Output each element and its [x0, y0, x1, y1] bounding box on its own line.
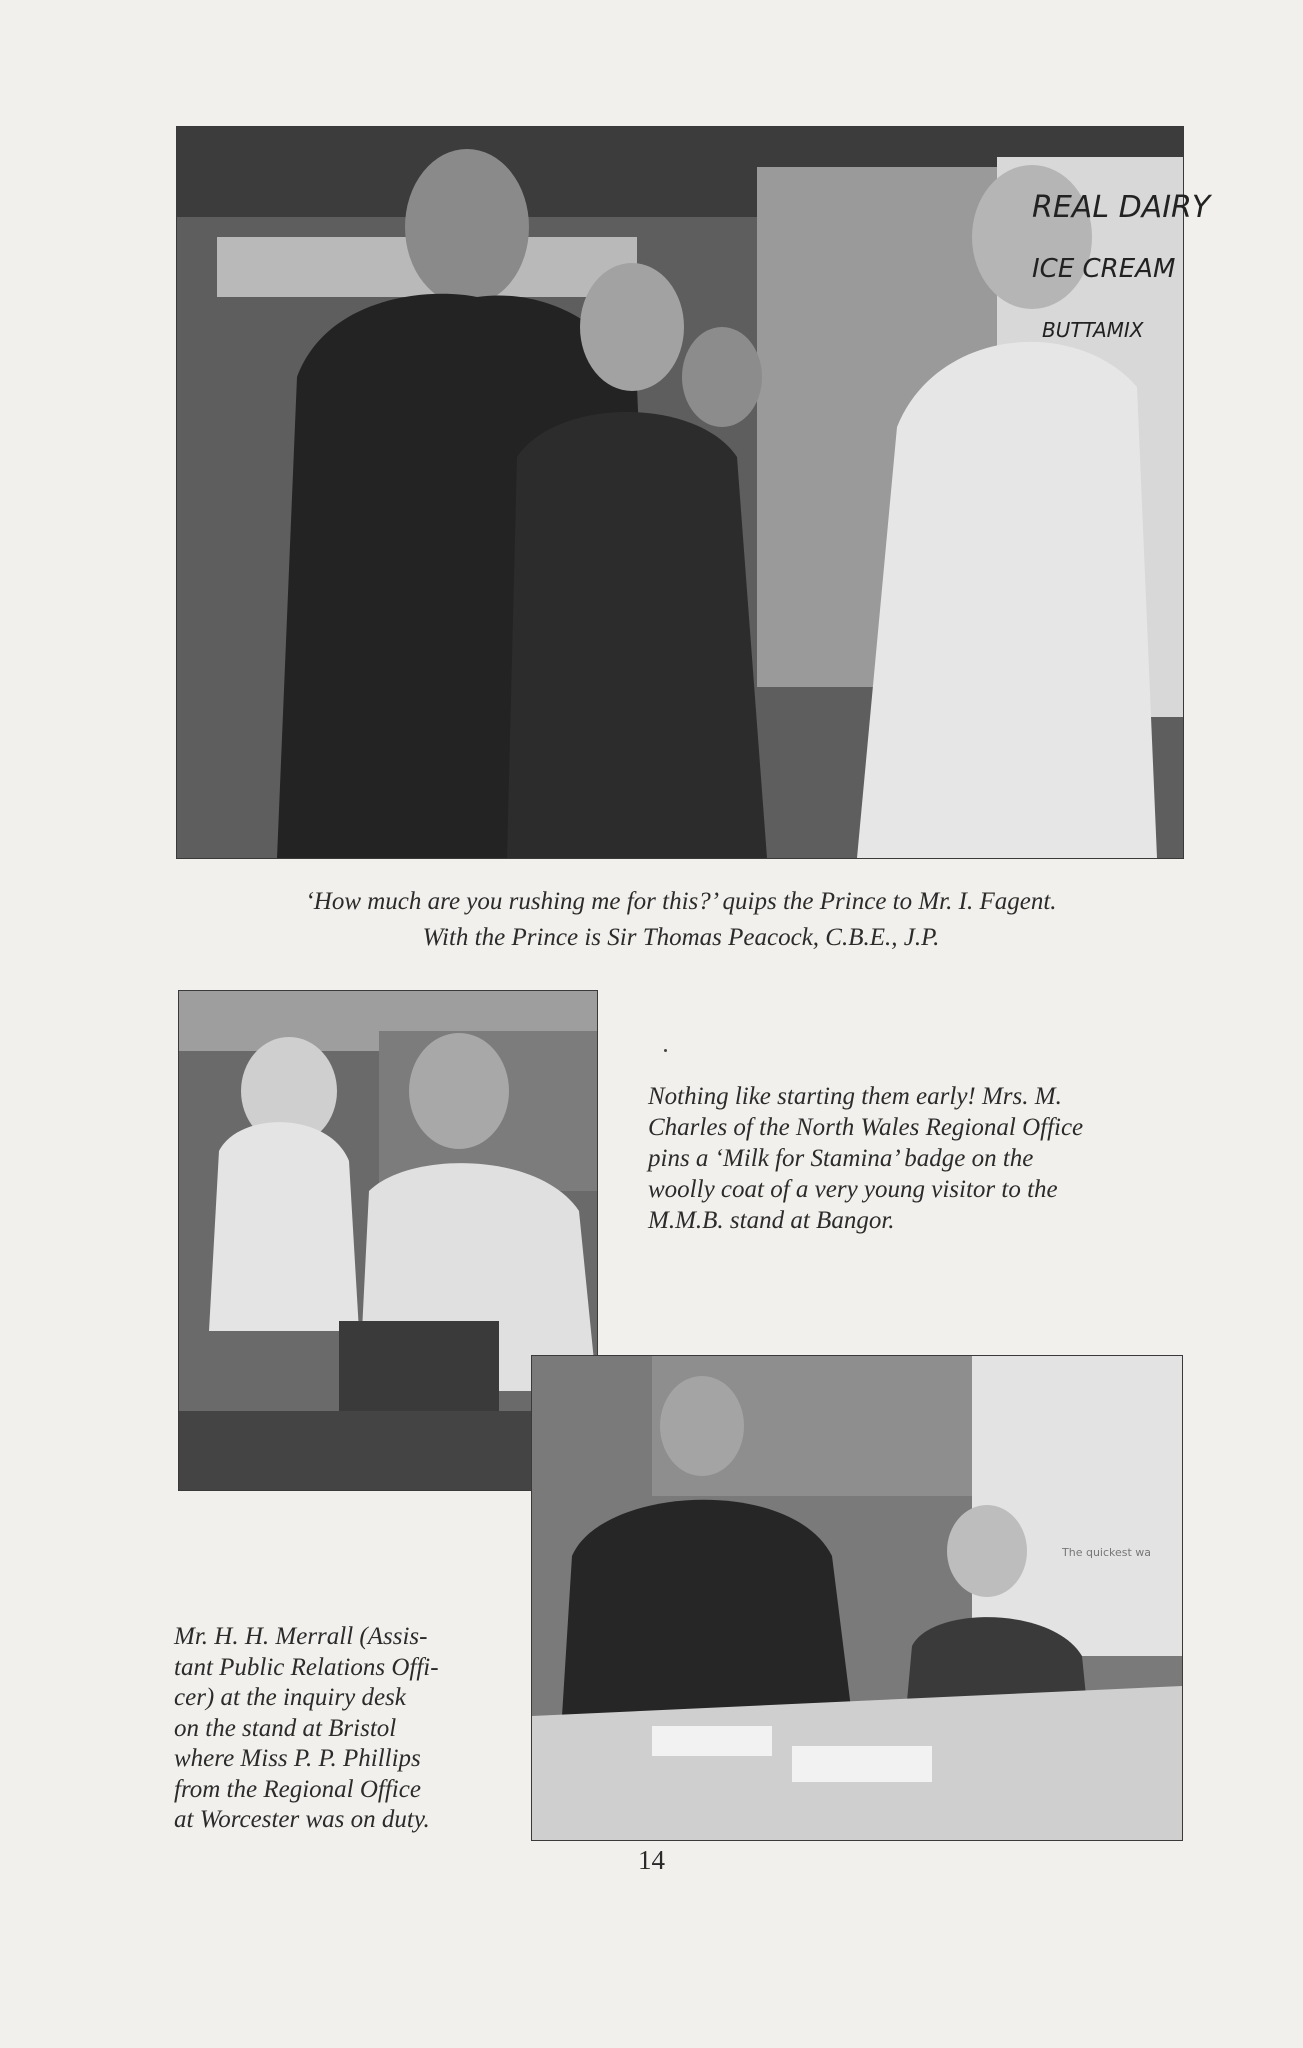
- caption-bottom-line: where Miss P. P. Phillips: [174, 1745, 421, 1772]
- caption-bottom-line: at Worcester was on duty.: [174, 1806, 430, 1833]
- caption-middle-line: M.M.B. stand at Bangor.: [648, 1207, 895, 1234]
- caption-top-line: ‘How much are you rushing me for this?’ quips the Prince to Mr. I. Fagent.: [305, 888, 1057, 915]
- sign-line-2: ICE CREAM: [1032, 254, 1176, 284]
- caption-top: [176, 884, 1186, 956]
- photo-prince-ice-cream-stand: [176, 126, 1211, 859]
- page-number: 14: [638, 1845, 665, 1875]
- caption-middle: [648, 1081, 1176, 1236]
- caption-middle-line: Charles of the North Wales Regional Office: [648, 1114, 1084, 1141]
- caption-middle-line: woolly coat of a very young visitor to the: [648, 1176, 1058, 1203]
- photo-inquiry-desk: [531, 1355, 1183, 1841]
- caption-middle-line: Nothing like starting them early! Mrs. M.: [648, 1083, 1062, 1110]
- photo-top-illustration: [177, 127, 1211, 858]
- caption-bottom-line: from the Regional Office: [174, 1775, 421, 1803]
- caption-bottom-line: cer) at the inquiry desk: [174, 1684, 406, 1711]
- caption-top-line: With the Prince is Sir Thomas Peacock, C.B.E., J.P.: [422, 924, 940, 951]
- sign-line-3: BUTTAMIX: [1042, 318, 1144, 342]
- sign-text: The quickest wa: [1062, 1546, 1152, 1559]
- caption-bottom-line: Mr. H. H. Merrall (Assis-: [174, 1623, 428, 1650]
- caption-bottom: [174, 1622, 480, 1836]
- decorative-dot: [664, 1049, 667, 1052]
- caption-bottom-line: on the stand at Bristol: [174, 1714, 397, 1742]
- caption-bottom-line: tant Public Relations Offi-: [174, 1653, 439, 1681]
- photo-bottom-illustration: [532, 1356, 1182, 1840]
- caption-middle-line: pins a ‘Milk for Stamina’ badge on the: [648, 1145, 1034, 1172]
- sign-line-1: REAL DAIRY: [1032, 190, 1211, 225]
